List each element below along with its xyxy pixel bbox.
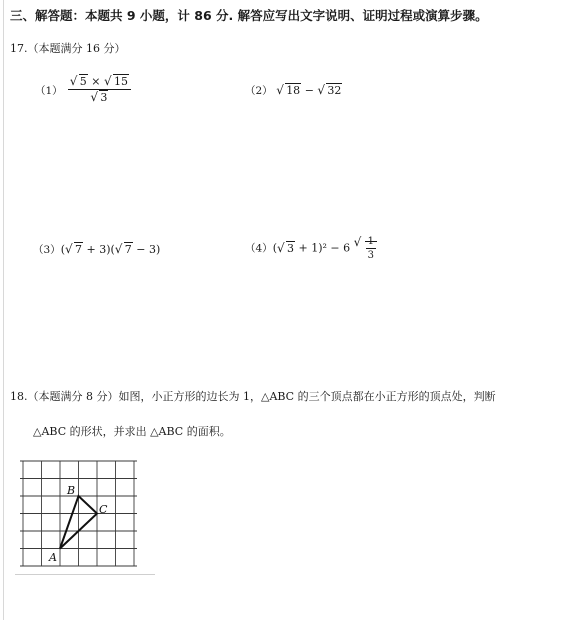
- q17-part3-label: （3）: [33, 244, 61, 256]
- q17-part4-frac-num: √ 1: [367, 236, 374, 247]
- q17-part1: [35, 75, 131, 104]
- question-18-line2: △ABC 的形状，并求出 △ABC 的面积。: [33, 425, 231, 438]
- section-heading: 三、解答题：本题共 9 小题，计 86 分. 解答应写出文字说明、证明过程或演算步骤。: [10, 8, 488, 23]
- q17-part2-label: （2）: [245, 85, 273, 97]
- q17-part1-times: ×: [91, 75, 101, 88]
- figure-divider: [15, 574, 155, 575]
- q17-part2-radicand-b: 32: [327, 84, 342, 97]
- q17-part1-radicand-a: 5: [79, 75, 87, 88]
- question-17-header: 17.（本题满分 16 分）: [10, 42, 126, 55]
- q17-part4-root-fraction: [354, 236, 377, 261]
- q17-part3-radicand-2: 7: [124, 243, 132, 256]
- q17-part2-minus: −: [304, 84, 314, 97]
- q17-part2-radicand-a: 18: [286, 84, 301, 97]
- vertex-label-c: C: [99, 503, 108, 516]
- q17-part4-rest: + 1)² − 6: [298, 241, 351, 255]
- q17-part4-label: （4）: [245, 242, 273, 255]
- q17-part3-open-paren: (: [60, 243, 65, 256]
- q17-part3-middle: + 3)(: [86, 243, 115, 256]
- q17-part1-fraction: [68, 75, 131, 104]
- q17-part4: [245, 236, 377, 261]
- q17-part1-radicand-b: 15: [114, 75, 128, 88]
- q17-part1-denominator: 3: [100, 91, 108, 104]
- q17-part1-label: （1）: [35, 85, 63, 97]
- q17-part4-open-paren: (: [272, 241, 277, 255]
- grid-lines: [20, 461, 137, 566]
- q17-part2: [245, 83, 342, 98]
- q17-part3: [33, 242, 160, 257]
- q17-part3-radicand-1: 7: [74, 243, 82, 256]
- vertex-label-a: A: [49, 551, 57, 564]
- page-left-border: [3, 0, 4, 620]
- vertex-label-b: B: [67, 484, 76, 497]
- triangle-grid-figure: [18, 458, 143, 573]
- q17-part4-radicand: 3: [286, 241, 294, 255]
- q17-part3-end: − 3): [136, 243, 161, 256]
- q17-part4-frac-den: 3: [367, 250, 374, 261]
- question-18-line1: 18.（本题满分 8 分）如图，小正方形的边长为 1，△ABC 的三个顶点都在小正方形的顶点处，判断: [10, 390, 496, 403]
